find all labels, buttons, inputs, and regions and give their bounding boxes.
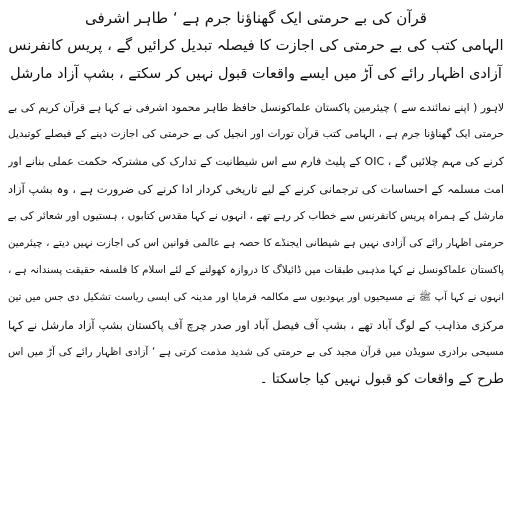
article-line: حرمتی اظہار رائے کی آزادی نہیں ہے شیطانی ایجنڈے کا حصہ ہے عالمی قوانین اس کی اجازت نہیں دیتے ، چیئرمین bbox=[8, 237, 504, 250]
article-line: مرکزی مذاہب کے لوگ آباد تھے ، بشپ آف فیصل آباد اور صدر چرچ آف پاکستان بشپ آزاد مارشل نے کہا bbox=[8, 318, 504, 332]
headline-main: قرآن کی بے حرمتی ایک گھناؤنا جرم ہے ‘ طاہر اشرفی bbox=[85, 9, 427, 27]
headline-sub-1: الہامی کتب کی بے حرمتی کی اجازت کا فیصلہ تبدیل کرائیں گے ، پریس کانفرنس bbox=[8, 37, 504, 54]
article-line: کرنے کی مہم چلائیں گے ، OIC کے پلیٹ فارم سے اس شیطانیت کے تدارک کی مشترکہ حکمت عملی بنانے اور bbox=[8, 155, 504, 169]
article-line: مسیحی برادری سویڈن میں قرآن مجید کی بے حرمتی کی شدید مذمت کرتی ہے ‘ آزادی اظہار رائے کی آڑ میں اس bbox=[8, 345, 504, 358]
headline-sub-2: آزادی اظہار رائے کی آڑ میں ایسے واقعات قبول نہیں کر سکتے ، بشپ آزاد مارشل bbox=[10, 66, 502, 82]
article-line: حرمتی ایک گھناؤنا جرم ہے ، الہامی کتب قرآن تورات اور انجیل کی بے حرمتی کی اجازت دینے کے فیصلے کوتبدیل bbox=[8, 128, 504, 141]
article-line: لاہور ( اپنے نمائندے سے ) چیئرمین پاکستان علماکونسل حافظ طاہر محمود اشرفی نے کہا ہے قرآن کریم کی بے bbox=[8, 101, 504, 114]
article-line: امت مسلمہ کے احساسات کی ترجمانی کرنے کے لیے تاریخی کردار ادا کرنے کی ضرورت ہے ، وہ بشپ آزاد bbox=[8, 182, 504, 196]
article-body bbox=[8, 94, 504, 393]
article-line: پاکستان علماکونسل نے کہا مذہبی طبقات میں ڈائیلاگ کا دروازہ کھولنے کے لئے اسلام کا فلسفہ حقیقت پسندانہ ہے ، bbox=[8, 264, 504, 277]
article-line: انہوں نے کہا آپ ﷺ نے مسیحیوں اور یہودیوں سے مکالمہ فرمایا اور مدینہ کی ایسی ریاست تشکیل دی جس میں تین bbox=[8, 292, 504, 304]
article-line: مارشل کے ہمراہ پریس کانفرنس سے خطاب کر رہے تھے ، انہوں نے کہا مقدس کتابوں ، ہستیوں اور شعائر کی بے bbox=[8, 209, 504, 222]
article-line-last: طرح کے واقعات کو قبول نہیں کیا جاسکتا ۔ bbox=[259, 371, 504, 388]
